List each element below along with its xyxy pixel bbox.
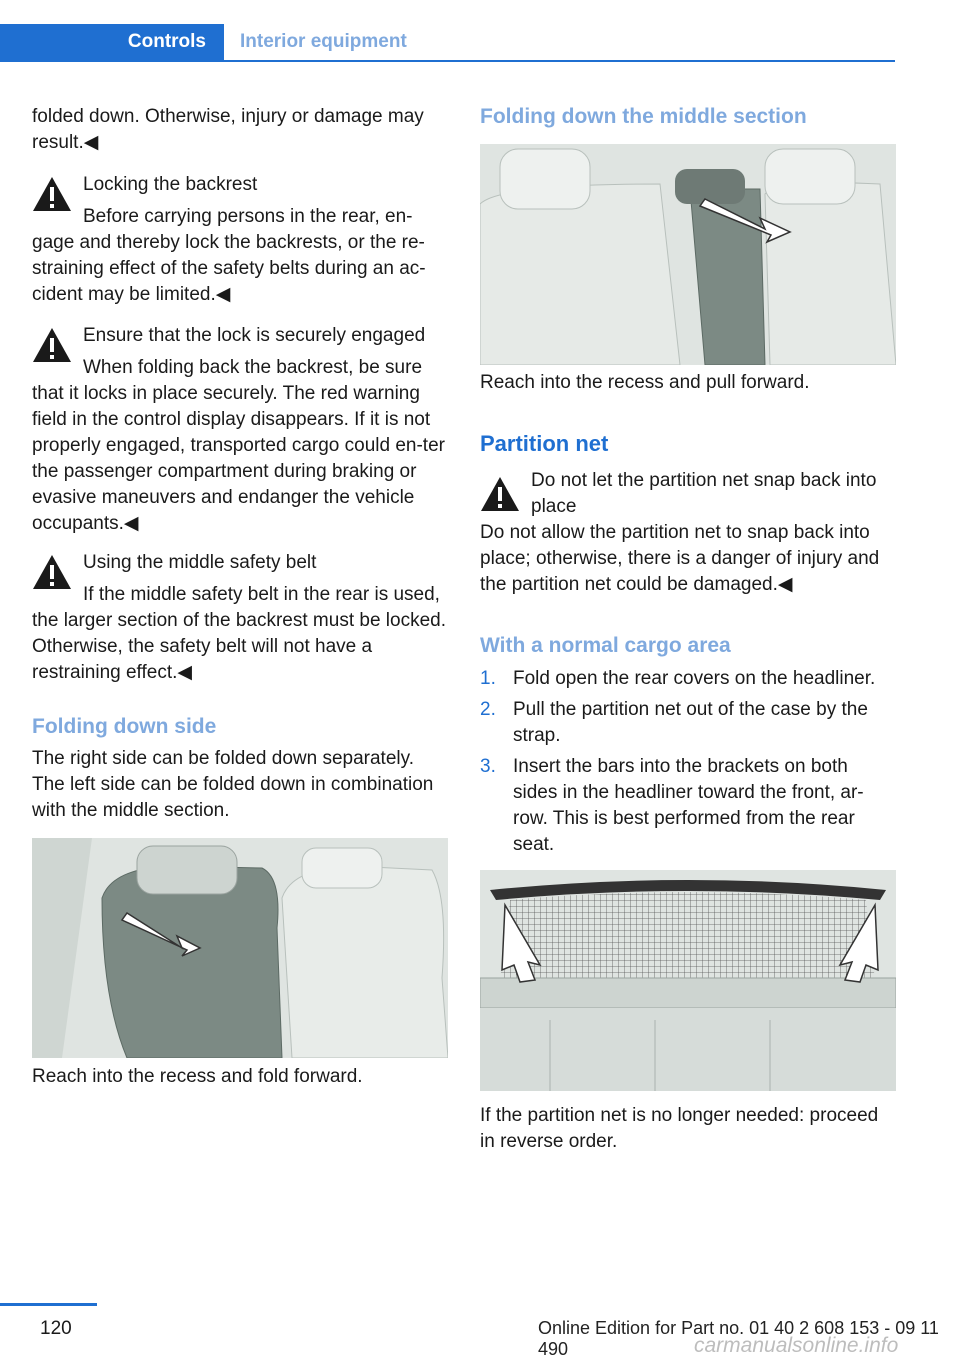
warning-partition-net <box>480 468 896 598</box>
step-number: 2. <box>480 699 496 720</box>
list-item <box>480 666 896 692</box>
warning-title: Ensure that the lock is securely engaged <box>83 325 426 346</box>
warning-lock-engaged <box>32 323 448 537</box>
figure-caption-right: Reach into the recess and pull forward. <box>480 372 810 393</box>
tab-controls[interactable]: Controls <box>0 24 224 60</box>
heading-folding-down-side: Folding down side <box>32 715 217 738</box>
warning-triangle-icon <box>480 476 520 512</box>
step-text: Fold open the rear covers on the headliner. <box>513 668 876 689</box>
rear-seat-side-illustration <box>32 838 448 1058</box>
step-number: 3. <box>480 756 496 777</box>
warning-body: If the middle safety belt in the rear is used, the larger section of the backrest must be locked. Otherwise, the safety belt will not have a restraining effect.◀ <box>32 584 446 683</box>
edition-footer: Online Edition for Part no. 01 40 2 608 153 - 09 11 490 <box>538 1318 939 1359</box>
intro-text: folded down. Otherwise, injury or damage may result.◀ <box>32 106 424 153</box>
illustration-fold-middle <box>480 144 896 365</box>
step-number: 1. <box>480 668 496 689</box>
heading-partition-net: Partition net <box>480 431 609 456</box>
warning-title: Using the middle safety belt <box>83 552 317 573</box>
closing-text: If the partition net is no longer needed: proceed in reverse order. <box>480 1105 879 1152</box>
folding-side-text: The right side can be folded down separately. The left side can be folded down in combination with the middle section. <box>32 748 434 821</box>
step-text: Pull the partition net out of the case by the strap. <box>513 699 868 746</box>
warning-body: Before carrying persons in the rear, en‐gage and thereby lock the backrests, or the re‐straining effect of the safety belts during an ac‐cident may be limited.◀ <box>32 206 426 305</box>
illustration-partition-net <box>480 870 896 1091</box>
rear-seat-middle-illustration <box>480 144 896 365</box>
page-number: 120 <box>40 1318 72 1339</box>
figure-caption-left: Reach into the recess and fold forward. <box>32 1066 363 1087</box>
illustration-fold-side <box>32 838 448 1058</box>
heading-folding-middle: Folding down the middle section <box>480 105 807 128</box>
list-item <box>480 697 896 749</box>
warning-triangle-icon <box>32 327 72 363</box>
list-item <box>480 754 896 858</box>
heading-normal-cargo-area: With a normal cargo area <box>480 634 731 657</box>
partition-net-illustration <box>480 870 896 1091</box>
header-rule <box>0 60 895 62</box>
warning-title: Do not let the partition net snap back into place <box>531 470 877 517</box>
warning-title: Locking the backrest <box>83 174 258 195</box>
warning-triangle-icon <box>32 176 72 212</box>
steps-list <box>480 666 896 858</box>
step-text: Insert the bars into the brackets on both sides in the headliner toward the front, ar‐row. This is best performed from the rear seat. <box>513 756 864 855</box>
warning-body: When folding back the backrest, be sure that it locks in place securely. The red warning field in the control display disappears. If it is not properly engaged, transported cargo could en‐ter the passenger compartment during braking or evasive maneuvers and endanger the vehicle occupants.◀ <box>32 357 445 534</box>
watermark: carmanualsonline.info <box>694 1334 899 1357</box>
tab-interior-equipment[interactable]: Interior equipment <box>240 31 407 52</box>
warning-body: Do not allow the partition net to snap back into place; otherwise, there is a danger of injury and the partition net could be damaged.◀ <box>480 522 880 595</box>
warning-middle-belt <box>32 550 448 686</box>
page-number-rule <box>0 1303 97 1306</box>
page-header <box>0 24 895 62</box>
warning-triangle-icon <box>32 554 72 590</box>
warning-locking-backrest <box>32 172 448 308</box>
